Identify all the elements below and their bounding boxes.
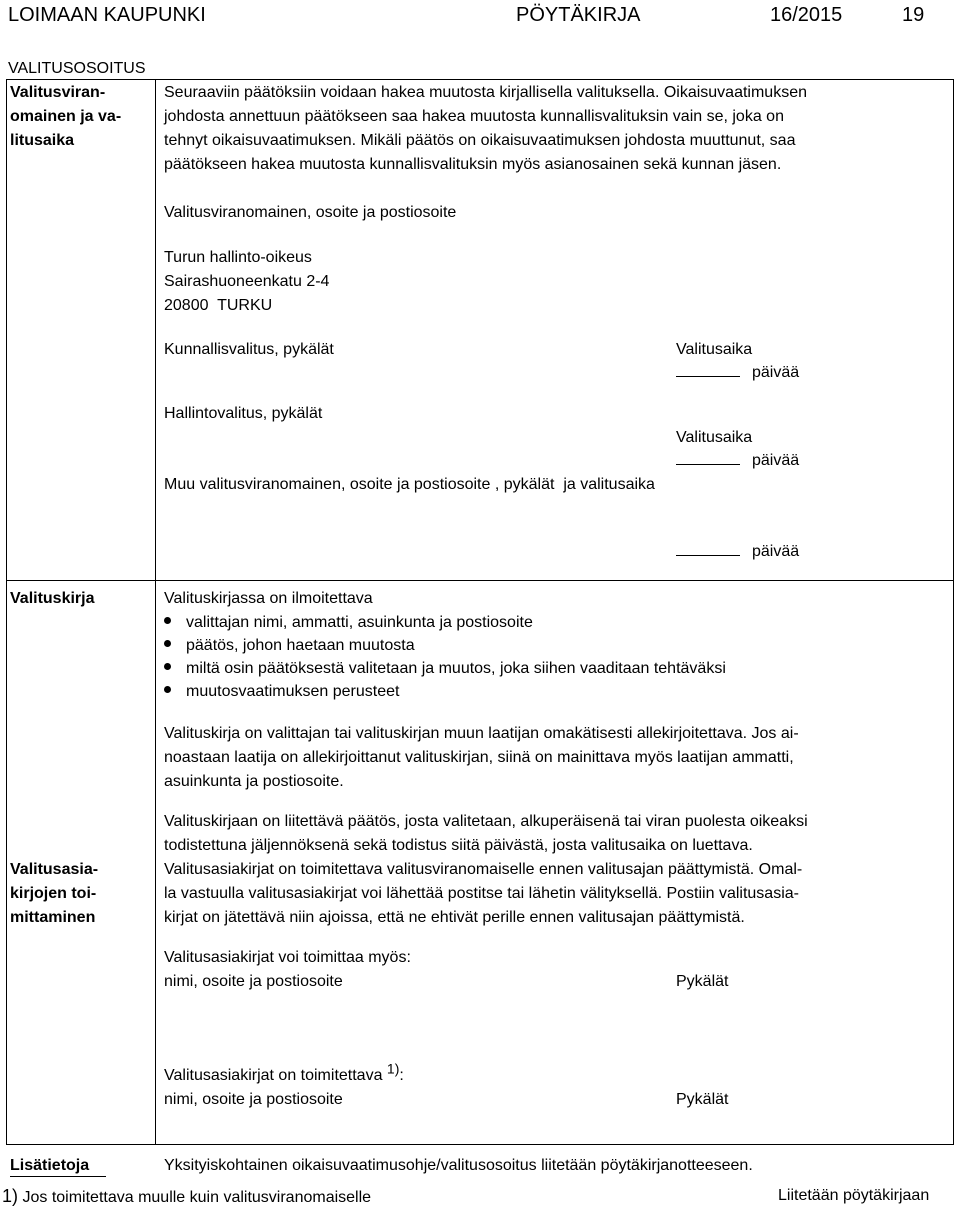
municipal-appeal-label: Kunnallisvalitus, pykälät xyxy=(164,341,334,358)
more-info-heading: Lisätietoja xyxy=(10,1157,90,1174)
authority-intro-line-3: tehnyt oikaisuvaatimuksen. Mikäli päätös on oikaisuvaatimuksen johdosta muuttunut, saa xyxy=(164,132,796,149)
footnote xyxy=(2,1184,371,1210)
authority-intro-line-4: päätökseen hakea muutosta kunnallisvalituksin myös asianosainen sekä kunnan jäsen. xyxy=(164,156,782,173)
authority-heading-1: Valitusviran- xyxy=(10,84,106,101)
attach-note: Liitetään pöytäkirjaan xyxy=(778,1187,930,1204)
admin-days xyxy=(676,449,799,473)
authority-heading-3: litusaika xyxy=(10,132,75,149)
address-line-3: 20800 TURKU xyxy=(164,297,273,314)
other-days-label: päivää xyxy=(752,543,800,560)
other-days-blank xyxy=(676,541,740,556)
authority-intro-line-2: johdosta annettuun päätökseen saa hakea muutosta kunnallisvalituksin vain se, joka on xyxy=(164,108,784,125)
appeal-heading: Valituskirja xyxy=(10,590,95,607)
signature-line-1: Valituskirja on valittajan tai valituskirjan muun laatijan omakätisesti allekirjoitettava. Jos ai- xyxy=(164,725,799,742)
deliver-line-3: kirjat on jätettävä niin ajoissa, että ne ehtivät perille ennen valitusajan päättymistä. xyxy=(164,909,745,926)
municipal-period-label: Valitusaika xyxy=(676,341,753,358)
appeal-bullet-3: miltä osin päätöksestä valitetaan ja muutos, joka siihen vaaditaan tehtäväksi xyxy=(164,657,726,681)
deliver-line-1: Valitusasiakirjat on toimitettava valitusviranomaiselle ennen valitusajan päättymistä. Omal- xyxy=(164,861,803,878)
admin-days-label: päivää xyxy=(752,452,800,469)
info-top-border xyxy=(6,1144,954,1145)
authority-heading-2: omainen ja va- xyxy=(10,108,122,125)
footnote-ref: 1) xyxy=(386,1060,400,1077)
admin-appeal-label: Hallintovalitus, pykälät xyxy=(164,405,323,422)
table-right-border xyxy=(953,79,954,1144)
table-column-divider xyxy=(155,79,156,1144)
attach-line-2: todistettuna jäljennöksenä sekä todistus siitä päivästä, josta valitusaika on luettava. xyxy=(164,837,753,854)
delivery-heading-3: mittaminen xyxy=(10,909,96,926)
also-sections-label: Pykälät xyxy=(676,973,729,990)
municipal-days xyxy=(676,361,799,385)
footnote-marker: 1) xyxy=(2,1186,19,1206)
signature-line-3: asuinkunta ja postiosoite. xyxy=(164,773,344,790)
doc-number: 16/2015 xyxy=(770,4,843,26)
appeal-bullet-1: valittajan nimi, ammatti, asuinkunta ja postiosoite xyxy=(164,611,533,635)
admin-period-label: Valitusaika xyxy=(676,429,753,446)
appeal-intro: Valituskirjassa on ilmoitettava xyxy=(164,590,373,607)
admin-days-blank xyxy=(676,450,740,465)
section-title: VALITUSOSOITUS xyxy=(8,60,146,77)
must-sections-label: Pykälät xyxy=(676,1091,729,1108)
authority-intro-line-1: Seuraaviin päätöksiin voidaan hakea muutosta kirjallisella valituksella. Oikaisuvaatimuksen xyxy=(164,84,807,101)
address-line-2: Sairashuoneenkatu 2-4 xyxy=(164,273,330,290)
appeal-bullet-2: päätös, johon haetaan muutosta xyxy=(164,634,415,658)
table-top-border xyxy=(6,79,954,80)
municipal-days-label: päivää xyxy=(752,364,800,381)
other-authority-label: Muu valitusviranomainen, osoite ja postiosoite , pykälät ja valitusaika xyxy=(164,476,655,493)
signature-line-2: noastaan laatija on allekirjoittanut valituskirjan, siinä on mainittava myös laatijan ammatti, xyxy=(164,749,794,766)
doc-type: PÖYTÄKIRJA xyxy=(516,4,641,26)
delivery-heading-2: kirjojen toi- xyxy=(10,885,97,902)
footnote-text: Jos toimitettava muulle kuin valitusviranomaiselle xyxy=(22,1189,372,1206)
address-label: Valitusviranomainen, osoite ja postiosoite xyxy=(164,204,457,221)
delivery-heading-1: Valitusasia- xyxy=(10,861,99,878)
must-deliver-label: Valitusasiakirjat on toimitettava $^{1)}$: xyxy=(164,1060,404,1084)
table-left-border xyxy=(6,79,7,1144)
other-days xyxy=(676,540,799,564)
address-line-1: Turun hallinto-oikeus xyxy=(164,249,312,266)
must-name-label: nimi, osoite ja postiosoite xyxy=(164,1091,343,1108)
bullet-icon xyxy=(164,686,171,693)
bullet-icon xyxy=(164,663,171,670)
also-name-label: nimi, osoite ja postiosoite xyxy=(164,973,343,990)
table-divider-appeal xyxy=(6,580,954,581)
municipal-days-blank xyxy=(676,362,740,377)
more-info-heading-underline xyxy=(10,1176,106,1177)
bullet-icon xyxy=(164,640,171,647)
more-info-text: Yksityiskohtainen oikaisuvaatimusohje/valitusosoitus liitetään pöytäkirjanotteeseen. xyxy=(164,1157,753,1174)
attach-line-1: Valituskirjaan on liitettävä päätös, josta valitetaan, alkuperäisenä tai viran puolesta oikeaksi xyxy=(164,813,808,830)
deliver-line-2: la vastuulla valitusasiakirjat voi lähettää postitse tai lähetin välityksellä. Postiin valitusasia- xyxy=(164,885,799,902)
org-name: LOIMAAN KAUPUNKI xyxy=(8,4,206,26)
page-number: 19 xyxy=(902,4,925,26)
also-deliver-label: Valitusasiakirjat voi toimittaa myös: xyxy=(164,949,411,966)
bullet-icon xyxy=(164,617,171,624)
appeal-bullet-4: muutosvaatimuksen perusteet xyxy=(164,680,399,704)
